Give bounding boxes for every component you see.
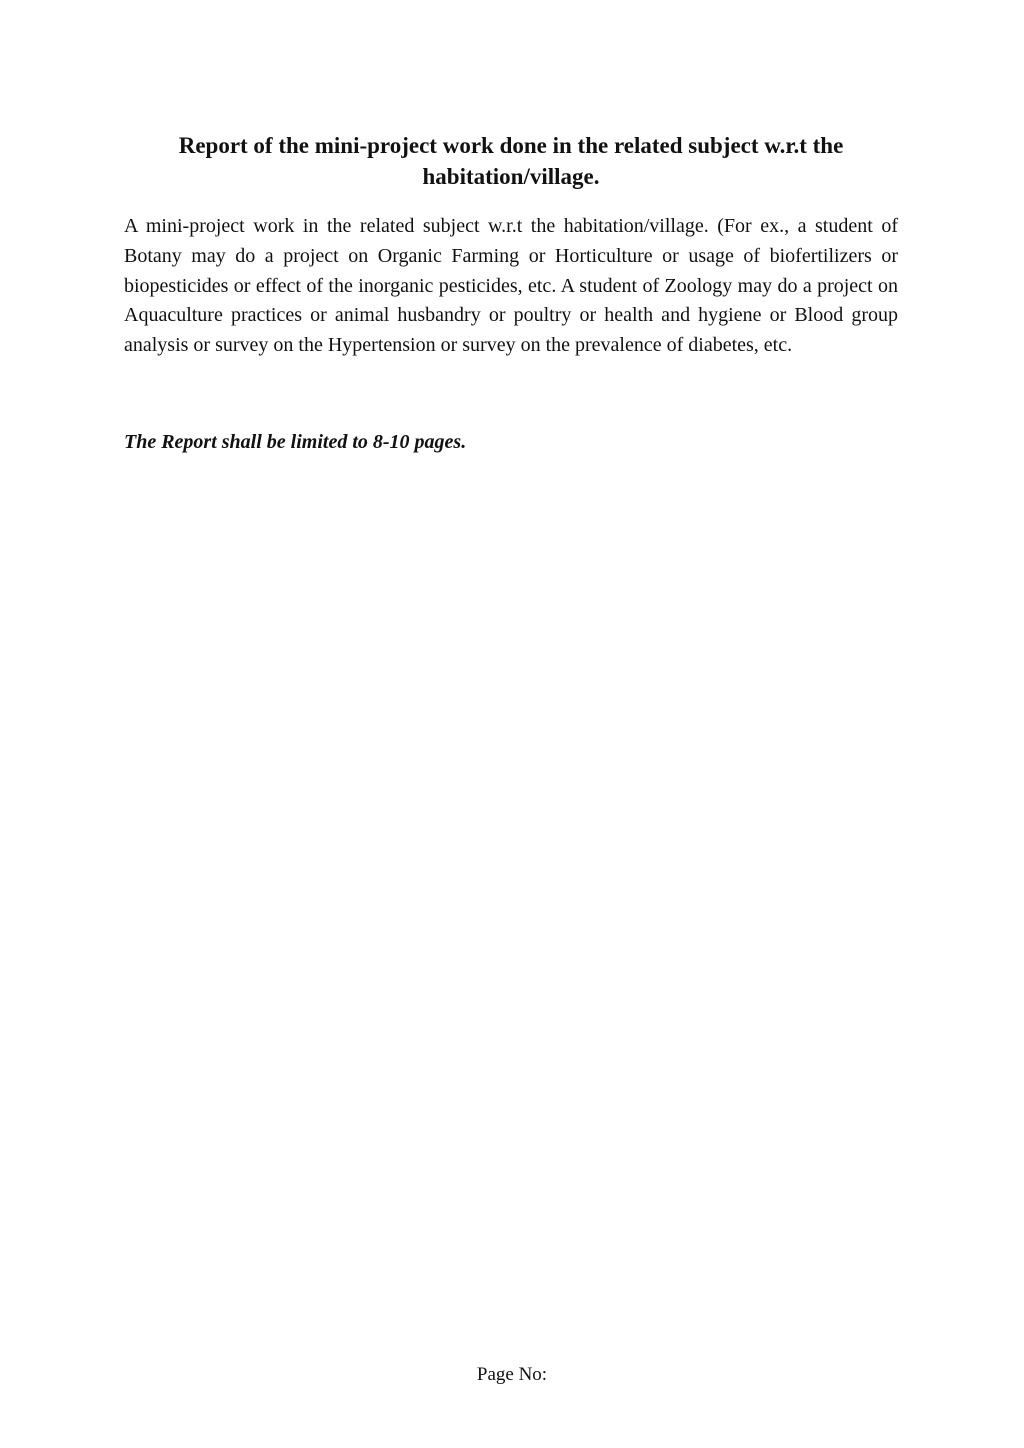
body-paragraph: A mini-project work in the related subject w.r.t the habitation/village. (For ex., a student of Botany may do a project on Organic Farming or Horticulture or usage of biofertilizers or biopesticides or effect of the inorganic pesticides, etc. A student of Zoology may do a project on Aquaculture practices or animal husbandry or poultry or health and hygiene or Blood group analysis or survey on the Hypertension or survey on the prevalence of diabetes, etc. <box>124 215 898 357</box>
document-title: Report of the mini-project work done in the related subject w.r.t the habitation/village. <box>178 133 844 189</box>
page-limit-note: The Report shall be limited to 8-10 pages. <box>124 431 467 453</box>
page-number-footer: Page No: <box>476 1364 548 1385</box>
